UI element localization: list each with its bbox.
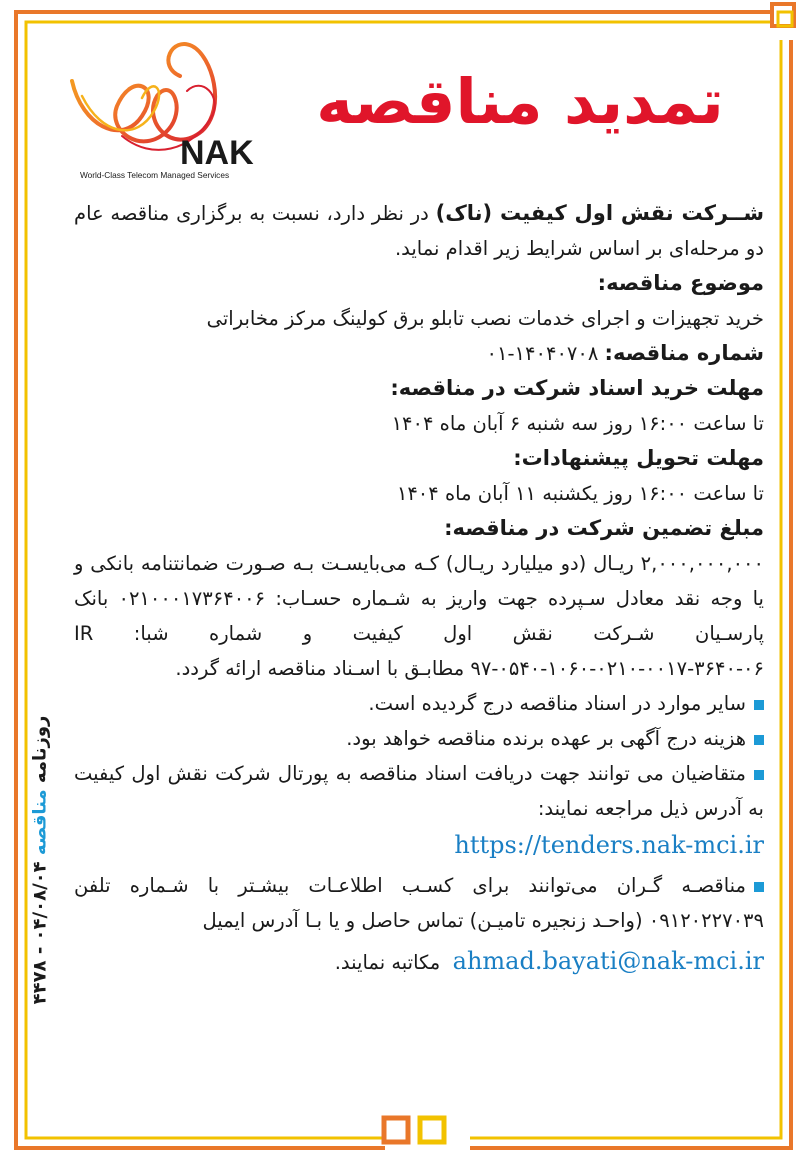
side-label-text (30, 716, 51, 1005)
bullet-square-icon (754, 882, 764, 892)
contact-suffix: مکاتبه نمایند. (334, 951, 441, 974)
contact-text: مناقصـه گـران می‌توانند برای کسـب اطلاعـات بیشـتر با شـماره تلفن ۰۹۱۲۰۲۲۷۰۳۹ (واحـد زنجیره تامیـن) تماس حاصل و یا بـا آدرس ایمیل (74, 874, 764, 932)
bullet-square-icon (754, 700, 764, 710)
guarantee-heading: مبلغ تضمین شرکت در مناقصه: (444, 516, 764, 540)
tender-number-value: ۱۴۰۴۰۷۰۸-۰۱ (486, 342, 599, 365)
subject-text: خرید تجهیزات و اجرای خدمات نصب تابلو برق کولینگ مرکز مخابراتی (206, 307, 764, 330)
logo-name: NAK (180, 134, 254, 172)
guarantee-text: ۲,۰۰۰,۰۰۰,۰۰۰ ریـال (دو میلیارد ریـال) کـه می‌بایسـت بـه صـورت ضمانتنامه بانکی و یا وجه نقد معادل سـپرده جهت واریز به شـماره حسـاب: ۰۲۱۰۰۰۱۷۳۶۴۰۰۶ بانک پارسـیان شـرکت نقش اول کیفیت و شماره شبا: IR ۹۷-۰۵۴۰-۱۰۶۰-۰۲۱۰-۰۰۱۷-۳۶۴۰-۰۶ مطابـق با اسـناد مناقصه ارائه گردد. (74, 552, 764, 680)
bullet-square-icon (754, 770, 764, 780)
subject-heading: موضوع مناقصه: (597, 271, 764, 295)
contact-paragraph (74, 868, 764, 938)
bullet-text: هزینه درج آگهی بر عهده برنده مناقصه خواهد بود. (346, 727, 746, 750)
logo-tagline: World-Class Telecom Managed Services (80, 170, 230, 180)
bullet-square-icon (754, 735, 764, 745)
notice-body (74, 196, 764, 980)
portal-url-link[interactable]: https://tenders.nak-mci.ir (454, 831, 764, 859)
intro-text: در نظر دارد، نسبت به برگزاری مناقصه عام دو مرحله‌ای بر اساس شرایط زیر اقدام نماید. (74, 202, 764, 260)
company-name: شــرکت نقش اول کیفیت (ناک) (435, 201, 764, 225)
bottom-square-yellow (420, 1118, 444, 1142)
portal-url-line (74, 828, 764, 864)
bullet-item (74, 721, 764, 756)
tender-number (74, 336, 764, 371)
corner-square-yellow (778, 12, 792, 26)
nak-logo (62, 36, 262, 186)
submission-deadline-text: تا ساعت ۱۶:۰۰ روز یکشنبه ۱۱ آبان ماه ۱۴۰۴ (396, 482, 764, 505)
newspaper-side-label (20, 690, 60, 1030)
page-title: تمدید مناقصه (316, 65, 724, 138)
bullet-item (74, 756, 764, 826)
tender-number-label: شماره مناقصه: (604, 341, 764, 365)
contact-email-link[interactable]: ahmad.bayati@nak-mci.ir (452, 947, 764, 975)
side-label-prefix: روزنامه (29, 715, 51, 784)
side-label-brand: مناقصه (29, 789, 51, 856)
nak-logo-swirl-icon (62, 36, 262, 186)
side-label-suffix: ۰۴/۰۸/۰۴ - ۴۴۷۸ (29, 861, 51, 1005)
purchase-deadline-text: تا ساعت ۱۶:۰۰ روز سه شنبه ۶ آبان ماه ۱۴۰۴ (391, 412, 764, 435)
email-line (74, 944, 764, 980)
bullet-text: سایر موارد در اسناد مناقصه درج گردیده است. (368, 692, 746, 715)
purchase-deadline-heading: مهلت خرید اسناد شرکت در مناقصه: (390, 376, 764, 400)
bottom-square-orange (384, 1118, 408, 1142)
bullet-item (74, 686, 764, 721)
submission-deadline-heading: مهلت تحویل پیشنهادات: (513, 446, 764, 470)
bullet-text: متقاضیان می توانند جهت دریافت اسناد مناقصه به پورتال شرکت نقش اول کیفیت به آدرس ذیل مراجعه نمایند: (74, 762, 764, 820)
intro-paragraph (74, 196, 764, 266)
